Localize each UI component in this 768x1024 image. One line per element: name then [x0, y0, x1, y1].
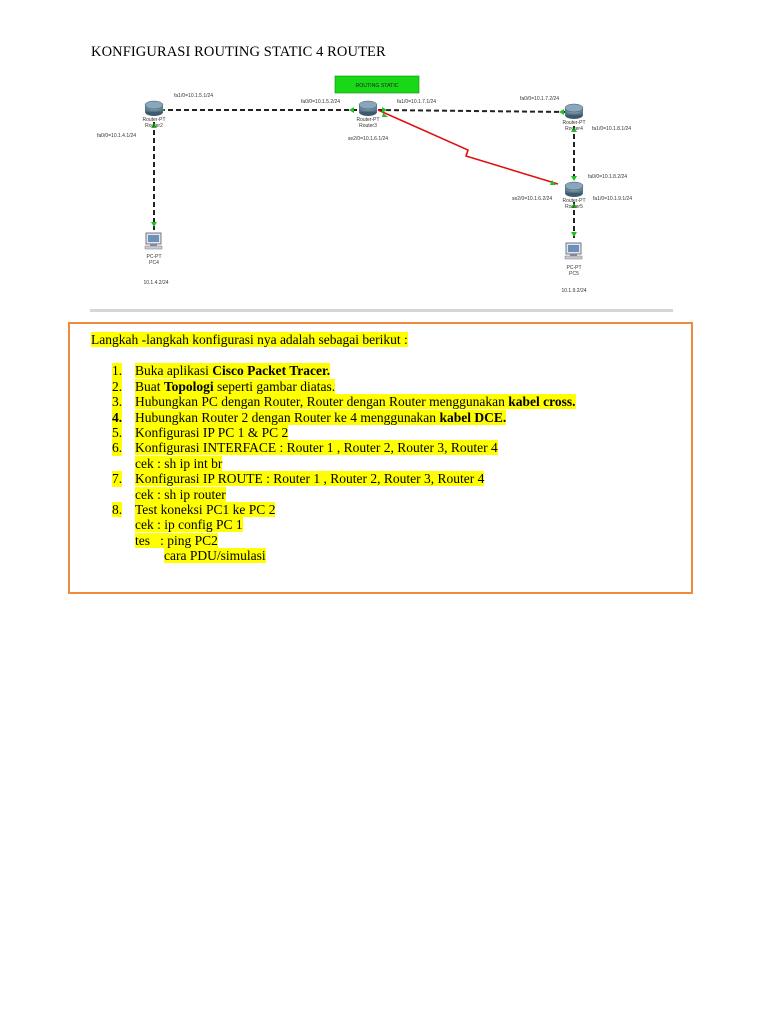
step-bold-text: kabel DCE. — [439, 409, 507, 425]
pc4-name: PC4 — [149, 260, 159, 266]
router4-icon[interactable] — [565, 104, 583, 119]
step-4 — [91, 410, 576, 425]
serial-link-router3-router5 — [378, 110, 558, 184]
network-topology-diagram — [88, 70, 663, 305]
router3-icon[interactable] — [359, 101, 377, 116]
label-r4-fa00: fa0/0=10.1.7.2/24 — [520, 96, 560, 102]
step-text: Hubungkan PC dengan Router, Router dengan Router menggunakan — [135, 394, 509, 410]
router4-type: Router-PT — [562, 120, 586, 126]
step-text: Konfigurasi IP PC 1 & PC 2 — [135, 425, 289, 441]
steps-content — [91, 332, 576, 564]
label-r3-fa10: fa1/0=10.1.7.1/24 — [397, 99, 437, 105]
step-bold-text: kabel cross. — [508, 394, 576, 410]
router5-type: Router-PT — [562, 198, 586, 204]
label-r3-fa00: fa0/0=10.1.5.2/24 — [301, 99, 341, 105]
pc5-type: PC-PT — [566, 265, 582, 271]
step-number: 8. — [112, 502, 123, 518]
step-8 — [91, 502, 576, 564]
intro-text: Langkah -langkah konfigurasi nya adalah sebagai berikut : — [91, 332, 408, 347]
step-7 — [91, 471, 576, 502]
step-number: 4. — [112, 409, 123, 425]
router5-icon[interactable] — [565, 182, 583, 197]
pc4-icon[interactable] — [145, 233, 162, 249]
label-r2-fa10: fa1/0=10.1.5.1/24 — [174, 93, 214, 99]
step-check-command: cek : sh ip int br — [135, 455, 223, 471]
pc5-icon[interactable] — [565, 243, 582, 259]
label-r3-se20: se2/0=10.1.6.1/24 — [347, 136, 389, 142]
router2-name: Router2 — [145, 123, 163, 129]
label-r2-fa00: fa0/0=10.1.4.1/24 — [97, 133, 137, 139]
router5-name: Router5 — [565, 204, 583, 210]
step-number: 3. — [112, 394, 123, 410]
separator-line — [90, 309, 673, 312]
step-bold-text: Topologi — [163, 378, 214, 394]
router3-type: Router-PT — [356, 117, 380, 123]
steps-list — [91, 363, 576, 563]
pc5-name: PC5 — [569, 271, 579, 277]
step-test-method: cara PDU/simulasi — [164, 548, 266, 564]
step-test-command: tes : ping PC2 — [135, 532, 218, 548]
step-text: Buka aplikasi — [135, 363, 213, 379]
router2-type: Router-PT — [142, 117, 166, 123]
step-number: 5. — [112, 425, 123, 441]
page-title: KONFIGURASI ROUTING STATIC 4 ROUTER — [91, 44, 386, 60]
step-text: Hubungkan Router 2 dengan Router ke 4 menggunakan — [135, 409, 440, 425]
label-r5-fa00: fa0/0=10.1.8.2/24 — [588, 174, 628, 180]
step-6 — [91, 440, 576, 471]
step-number: 2. — [112, 378, 123, 394]
label-r4-fa10: fa1/0=10.1.8.1/24 — [592, 126, 632, 132]
label-r5-se20: se2/0=10.1.6.2/24 — [512, 196, 553, 202]
step-text: Konfigurasi INTERFACE : Router 1 , Router 2, Router 3, Router 4 — [135, 440, 498, 456]
step-check-command: cek : ip config PC 1 — [135, 517, 243, 533]
step-text: Buat — [135, 378, 164, 394]
router2-icon[interactable] — [145, 101, 163, 116]
pc4-ip: 10.1.4.2/24 — [143, 280, 169, 286]
step-2 — [91, 379, 576, 394]
router3-name: Router3 — [359, 123, 377, 129]
pc4-type: PC-PT — [146, 254, 162, 260]
step-number: 7. — [112, 471, 123, 487]
link-router3-router4 — [378, 110, 568, 112]
step-text-end: seperti gambar diatas. — [213, 378, 336, 394]
step-text: Konfigurasi IP ROUTE : Router 1 , Router 2, Router 3, Router 4 — [135, 471, 485, 487]
step-check-command: cek : sh ip router — [135, 486, 226, 502]
pc5-ip: 10.1.9.2/24 — [561, 288, 587, 294]
step-number: 1. — [112, 363, 123, 379]
step-bold-text: Cisco Packet Tracer. — [212, 363, 331, 379]
step-text: Test koneksi PC1 ke PC 2 — [135, 502, 276, 518]
banner-label: ROUTING STATIC — [355, 83, 399, 89]
step-3 — [91, 394, 576, 409]
step-5 — [91, 425, 576, 440]
step-1 — [91, 363, 576, 378]
label-r5-fa10: fa1/0=10.1.9.1/24 — [593, 196, 633, 202]
router4-name: Router4 — [565, 126, 583, 132]
step-number: 6. — [112, 440, 123, 456]
